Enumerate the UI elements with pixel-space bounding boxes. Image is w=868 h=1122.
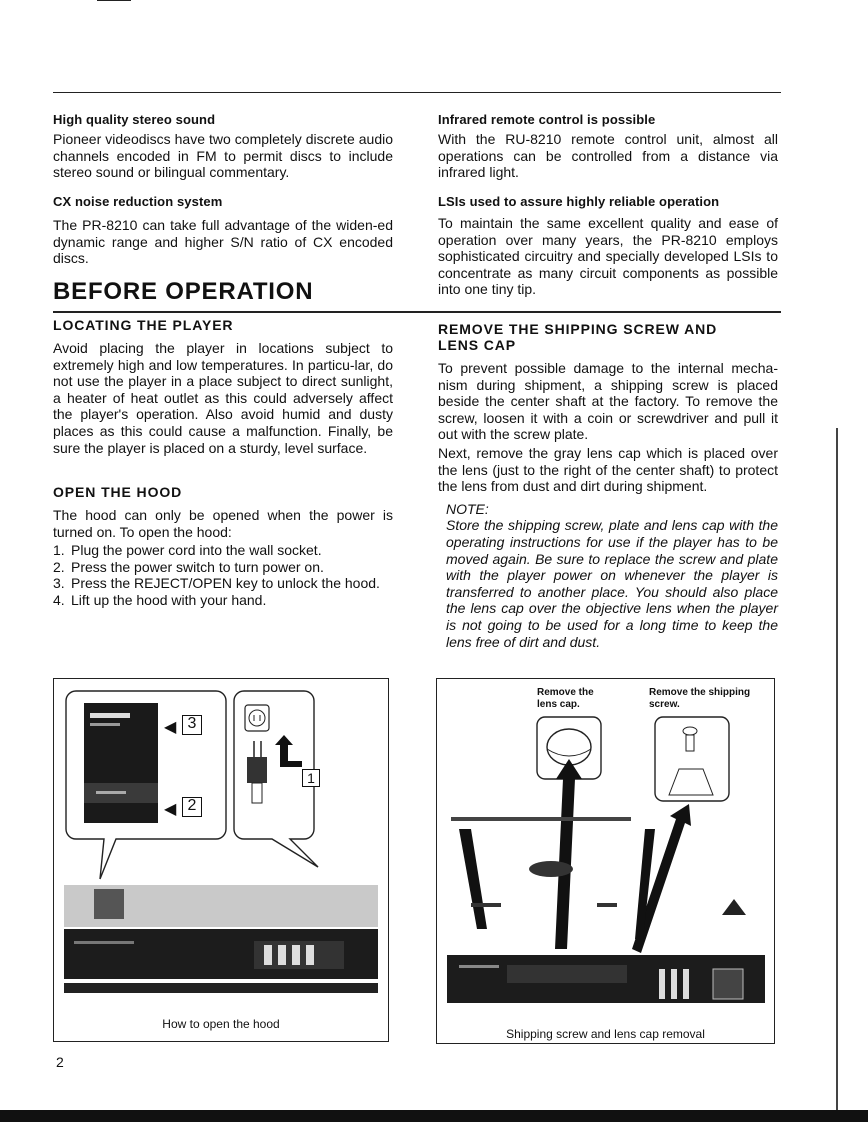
feature-remote [438,112,778,181]
hood-steps [53,542,393,608]
hood-step: 2. Press the power switch to turn power on. [53,558,324,575]
shipping-illustration [437,679,774,1009]
right-edge-line [836,428,838,1118]
shipping-heading-2: LENS CAP [438,337,516,353]
hood-illustration [54,679,388,1009]
feature-cx [53,194,393,267]
hood-section [53,484,393,609]
section-rule [53,311,781,313]
locating-heading: LOCATING THE PLAYER [53,317,234,333]
remote-heading: Infrared remote control is possible [438,112,656,127]
shipping-para2: Next, remove the gray lens cap which is placed over the lens (just to the right of the center shaft) to protect the lens from dust and dirt during shipment. [438,444,778,495]
locating-text: Avoid placing the player in locations subject to extremely high and low temperatures. In particu-lar, do not use the player in a place subject to direct sunlight, a heater of heat outlet as this could adversely affect the player's operation. Also avoid humid and dusty places as this could cause a malfunction. Finally, be sure the player is placed on a sturdy, level surface. [53,340,393,456]
shipping-para1: To prevent possible damage to the internal mecha-nism during shipment, a shipping screw is placed beside the center shaft at the factory. To remove the screw, loosen it with a coin or screwdriver and pull it out with the screw plate. [438,360,778,443]
hood-step: 1. Plug the power cord into the wall socket. [53,542,322,559]
hood-step: 4. Lift up the hood with your hand. [53,591,267,608]
remote-text: With the RU-8210 remote control unit, almost all operations can be controlled from a distance via infrared light. [438,131,778,181]
callout-3: 3 [182,715,202,735]
stereo-text: Pioneer videodiscs have two completely discrete audio channels encoded in FM to permit discs to include stereo sound or bilingual commentary. [53,131,393,181]
shipping-note [446,501,778,650]
callout-1: 1 [302,769,320,787]
hood-step: 3. Press the REJECT/OPEN key to unlock the hood. [53,575,380,592]
top-rule [53,92,781,93]
lsi-text: To maintain the same excellent quality and ease of operation over many years, the PR-8210 employs sophisticated circuitry and specially developed LSIs to concentrate as many circuit components as possible into one tiny tip. [438,215,778,298]
stereo-heading: High quality stereo sound [53,112,216,127]
feature-lsi [438,194,778,298]
locating-section [53,317,393,456]
hood-caption: How to open the hood [162,1017,280,1031]
feature-stereo [53,112,393,181]
cx-heading: CX noise reduction system [53,194,223,209]
hood-heading: OPEN THE HOOD [53,484,183,500]
label-lens-cap: Remove the lens cap. [537,687,594,710]
shipping-heading-1: REMOVE THE SHIPPING SCREW AND [438,321,718,337]
hood-intro: The hood can only be opened when the power is turned on. To open the hood: [53,507,393,540]
callout-2: 2 [182,797,202,817]
cx-text: The PR-8210 can take full advantage of the widen-ed dynamic range and higher S/N ratio of CX encoded discs. [53,217,393,267]
shipping-caption: Shipping screw and lens cap removal [506,1027,705,1041]
figure-open-hood [53,678,389,1042]
note-text: Store the shipping screw, plate and lens cap with the operating instructions for use if the player has to be moved again. Be sure to replace the screw and plate with the player power on whenever the player is transferred to another place. You should also place the lens cap over the objective lens when the player is not going to be used for a long time to keep the lens free of dirt and dust. [446,517,778,650]
figure-shipping-removal [436,678,775,1044]
shipping-section [438,321,778,650]
lsi-heading: LSIs used to assure highly reliable operation [438,194,720,209]
corner-tick [97,0,131,1]
main-heading: BEFORE OPERATION [53,278,314,305]
note-label: NOTE: [446,500,489,517]
arrow-3-icon: ◀ [164,719,177,736]
arrow-2-icon: ◀ [164,801,177,818]
page-number: 2 [56,1054,64,1070]
label-shipping-screw: Remove the shipping screw. [649,687,751,710]
bottom-band [0,1110,868,1122]
